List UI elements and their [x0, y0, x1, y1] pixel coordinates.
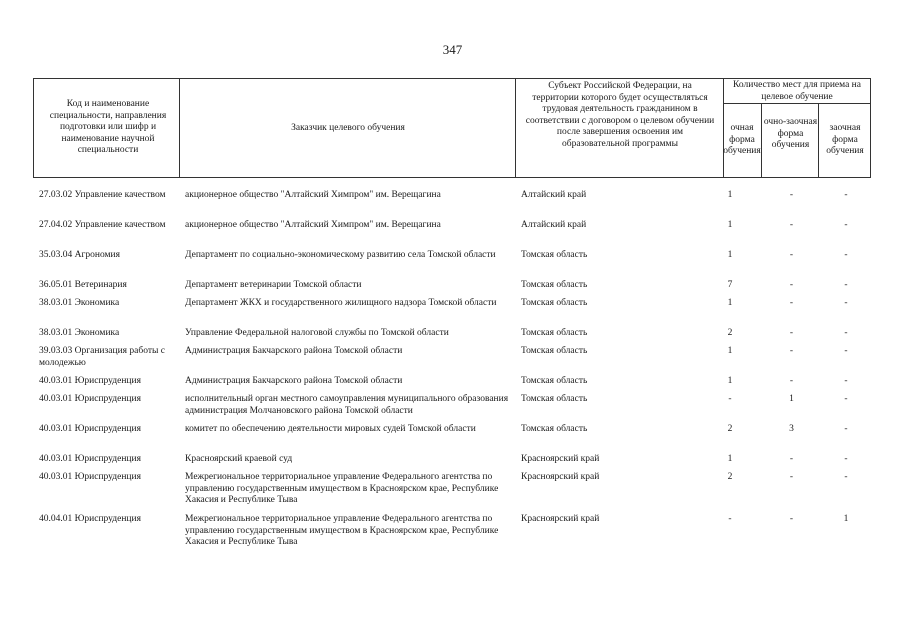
part-time-count: - — [789, 298, 794, 308]
customer-cell: Администрация Бакчарского района Томской области — [185, 376, 403, 386]
code-cell: 40.03.01 Юриспруденция — [39, 394, 141, 404]
page-number: 347 — [442, 42, 463, 57]
full-time-count: 1 — [727, 220, 733, 230]
extramural-count: - — [844, 250, 848, 260]
extramural-count: - — [844, 472, 848, 482]
code-cell: 35.03.04 Агрономия — [39, 250, 121, 260]
subject-cell: Красноярский край — [521, 472, 600, 482]
part-time-count: - — [789, 514, 794, 524]
customer-cell: акционерное общество "Алтайский Химпром" им. Верещагина — [185, 190, 441, 200]
extramural-count: - — [844, 346, 848, 356]
subject-cell: Красноярский край — [521, 514, 600, 524]
subject-cell: Красноярский край — [521, 454, 600, 464]
code-cell: 40.03.01 Юриспруденция — [39, 376, 141, 386]
extramural-count: 1 — [843, 514, 849, 524]
part-time-count: - — [789, 346, 794, 356]
header-part-time: очно-заочная форма обучения — [763, 117, 818, 150]
customer-cell: Межрегиональное территориальное управление Федерального агентства по управлению государственным имуществом в Красноярском крае, Республике Хакасия и Республике Тыва — [185, 472, 499, 505]
part-time-count: - — [789, 376, 794, 386]
part-time-count: - — [789, 454, 794, 464]
header-extramural: заочная форма обучения — [826, 123, 864, 156]
code-cell: 39.03.03 Организация работы с молодежью — [39, 346, 165, 368]
full-time-count: 1 — [727, 298, 733, 308]
extramural-count: - — [844, 220, 848, 230]
full-time-count: 2 — [727, 472, 733, 482]
customer-cell: Департамент ветеринарии Томской области — [185, 280, 362, 290]
subject-cell: Томская область — [521, 280, 588, 290]
extramural-count: - — [844, 454, 848, 464]
code-cell: 27.04.02 Управление качеством — [39, 220, 166, 230]
full-time-count: 1 — [727, 250, 733, 260]
code-cell: 40.04.01 Юриспруденция — [39, 514, 141, 524]
full-time-count: 7 — [727, 280, 733, 290]
full-time-count: 1 — [727, 190, 733, 200]
code-cell: 40.03.01 Юриспруденция — [39, 454, 141, 464]
customer-cell: комитет по обеспечению деятельности мировых судей Томской области — [185, 424, 476, 434]
customer-cell: исполнительный орган местного самоуправления муниципального образования администрация Молчановского района Томской области — [185, 394, 509, 416]
code-cell: 40.03.01 Юриспруденция — [39, 472, 141, 482]
extramural-count: - — [844, 298, 848, 308]
extramural-count: - — [844, 394, 848, 404]
part-time-count: 1 — [789, 394, 794, 404]
full-time-count: 2 — [727, 424, 733, 434]
customer-cell: Администрация Бакчарского района Томской области — [185, 346, 403, 356]
table-header — [33, 78, 871, 178]
full-time-count: - — [728, 514, 732, 524]
subject-cell: Томская область — [521, 424, 588, 434]
subject-cell: Томская область — [521, 298, 588, 308]
header-customer: Заказчик целевого обучения — [291, 123, 405, 133]
subject-cell: Томская область — [521, 394, 588, 404]
part-time-count: - — [789, 472, 794, 482]
code-cell: 40.03.01 Юриспруденция — [39, 424, 141, 434]
full-time-count: 1 — [727, 454, 733, 464]
customer-cell: Красноярский краевой суд — [185, 454, 293, 464]
part-time-count: 3 — [789, 424, 794, 434]
code-cell: 36.05.01 Ветеринария — [39, 280, 127, 290]
part-time-count: - — [789, 280, 794, 290]
subject-cell: Томская область — [521, 250, 588, 260]
full-time-count: 1 — [727, 346, 733, 356]
subject-cell: Томская область — [521, 376, 588, 386]
subject-cell: Алтайский край — [521, 190, 587, 200]
code-cell: 38.03.01 Экономика — [39, 328, 120, 338]
part-time-count: - — [789, 328, 794, 338]
full-time-count: 1 — [727, 376, 733, 386]
full-time-count: - — [728, 394, 732, 404]
customer-cell: Управление Федеральной налоговой службы по Томской области — [185, 328, 449, 338]
header-full-time: очная форма обучения — [723, 123, 761, 156]
header-places: Количество мест для приема на целевое обучение — [733, 80, 861, 102]
full-time-count: 2 — [727, 328, 733, 338]
customer-cell: Департамент по социально-экономическому развитию села Томской области — [185, 250, 496, 260]
code-cell: 27.03.02 Управление качеством — [39, 190, 166, 200]
header-code: Код и наименование специальности, направления подготовки или шифр и наименование научной специальности — [49, 99, 167, 155]
part-time-count: - — [789, 250, 794, 260]
part-time-count: - — [789, 190, 794, 200]
extramural-count: - — [844, 376, 848, 386]
admission-table — [33, 78, 871, 547]
extramural-count: - — [844, 424, 848, 434]
part-time-count: - — [789, 220, 794, 230]
customer-cell: акционерное общество "Алтайский Химпром" им. Верещагина — [185, 220, 441, 230]
code-cell: 38.03.01 Экономика — [39, 298, 120, 308]
extramural-count: - — [844, 328, 848, 338]
subject-cell: Томская область — [521, 328, 588, 338]
subject-cell: Алтайский край — [521, 220, 587, 230]
header-subject: Субъект Российской Федерации, на территории которого будет осуществляться трудовая деятельность гражданином в соответствии с договором о целевом обучении после завершения освоения им образовательной программы — [525, 81, 715, 149]
customer-cell: Межрегиональное территориальное управление Федерального агентства по управлению государственным имуществом в Красноярском крае, Республике Хакасия и Республике Тыва — [185, 514, 499, 547]
extramural-count: - — [844, 190, 848, 200]
customer-cell: Департамент ЖКХ и государственного жилищного надзора Томской области — [185, 298, 497, 308]
subject-cell: Томская область — [521, 346, 588, 356]
extramural-count: - — [844, 280, 848, 290]
